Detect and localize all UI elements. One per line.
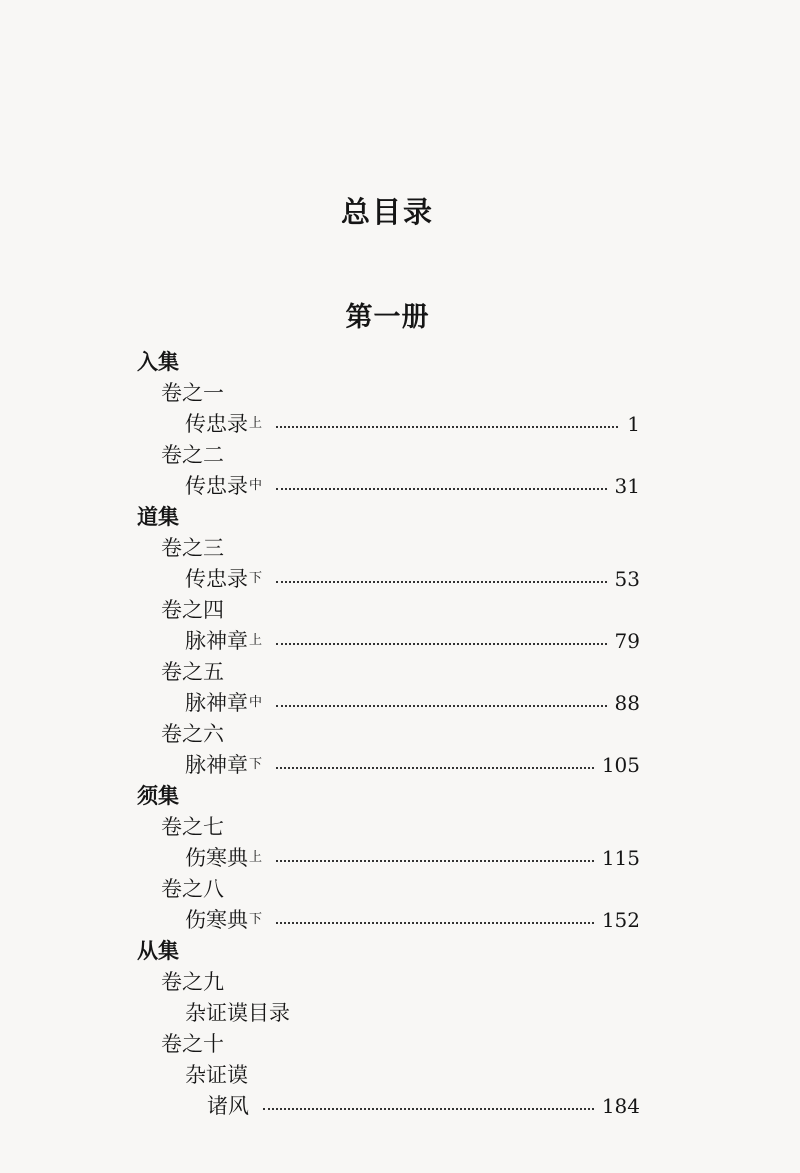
page-number: 152 <box>601 908 640 932</box>
dot-leader <box>276 767 594 769</box>
page-number: 1 <box>627 412 640 436</box>
page-number: 53 <box>614 567 640 591</box>
section-heading: 杂证谟 <box>185 1063 248 1087</box>
chapter-heading: 卷之二 <box>161 443 224 467</box>
page-number: 184 <box>601 1094 640 1118</box>
toc-entry <box>185 747 640 783</box>
chapter-heading: 卷之七 <box>161 815 224 839</box>
chapter-heading: 卷之三 <box>161 536 224 560</box>
entry-title: 伤寒典 <box>185 908 248 932</box>
dot-leader <box>276 860 594 862</box>
toc-entry <box>185 468 640 504</box>
entry-part-marker: 下 <box>249 757 263 772</box>
page-title: 总目录 <box>340 195 434 229</box>
entry-title: 伤寒典 <box>185 846 248 870</box>
toc-entry <box>185 406 640 442</box>
entry-title: 传忠录 <box>185 474 248 498</box>
entry-title: 诸风 <box>207 1094 249 1118</box>
dot-leader <box>263 1108 594 1110</box>
entry-part-marker: 中 <box>249 695 263 710</box>
collection-heading: 道集 <box>137 504 179 529</box>
entry-part-marker: 上 <box>249 416 263 431</box>
dot-leader <box>276 705 607 707</box>
dot-leader <box>276 426 618 428</box>
entry-part-marker: 下 <box>249 912 263 927</box>
page-number: 105 <box>601 753 640 777</box>
section-heading: 杂证谟目录 <box>185 1001 290 1025</box>
page-number: 115 <box>601 846 640 870</box>
toc-entry <box>185 685 640 721</box>
dot-leader <box>276 581 607 583</box>
volume-heading: 第一册 <box>345 302 430 333</box>
collection-heading: 从集 <box>137 938 179 963</box>
page-number: 79 <box>614 629 640 653</box>
chapter-heading: 卷之八 <box>161 877 224 901</box>
toc-entry <box>207 1088 640 1124</box>
toc-entry <box>185 902 640 938</box>
entry-part-marker: 中 <box>249 478 263 493</box>
entry-title: 脉神章 <box>185 691 248 715</box>
chapter-heading: 卷之五 <box>161 660 224 684</box>
dot-leader <box>276 922 594 924</box>
toc-entry <box>185 623 640 659</box>
entry-title: 脉神章 <box>185 629 248 653</box>
collection-heading: 须集 <box>137 783 179 808</box>
chapter-heading: 卷之十 <box>161 1032 224 1056</box>
dot-leader <box>276 643 607 645</box>
toc-entry <box>185 840 640 876</box>
chapter-heading: 卷之九 <box>161 970 224 994</box>
entry-title: 脉神章 <box>185 753 248 777</box>
chapter-heading: 卷之一 <box>161 381 224 405</box>
toc-entry <box>185 561 640 597</box>
chapter-heading: 卷之六 <box>161 722 224 746</box>
collection-heading: 入集 <box>137 349 179 374</box>
entry-part-marker: 上 <box>249 850 263 865</box>
chapter-heading: 卷之四 <box>161 598 224 622</box>
entry-title: 传忠录 <box>185 412 248 436</box>
dot-leader <box>276 488 607 490</box>
entry-title: 传忠录 <box>185 567 248 591</box>
entry-part-marker: 下 <box>249 571 263 586</box>
page-number: 88 <box>614 691 640 715</box>
entry-part-marker: 上 <box>249 633 263 648</box>
page-number: 31 <box>614 474 640 498</box>
